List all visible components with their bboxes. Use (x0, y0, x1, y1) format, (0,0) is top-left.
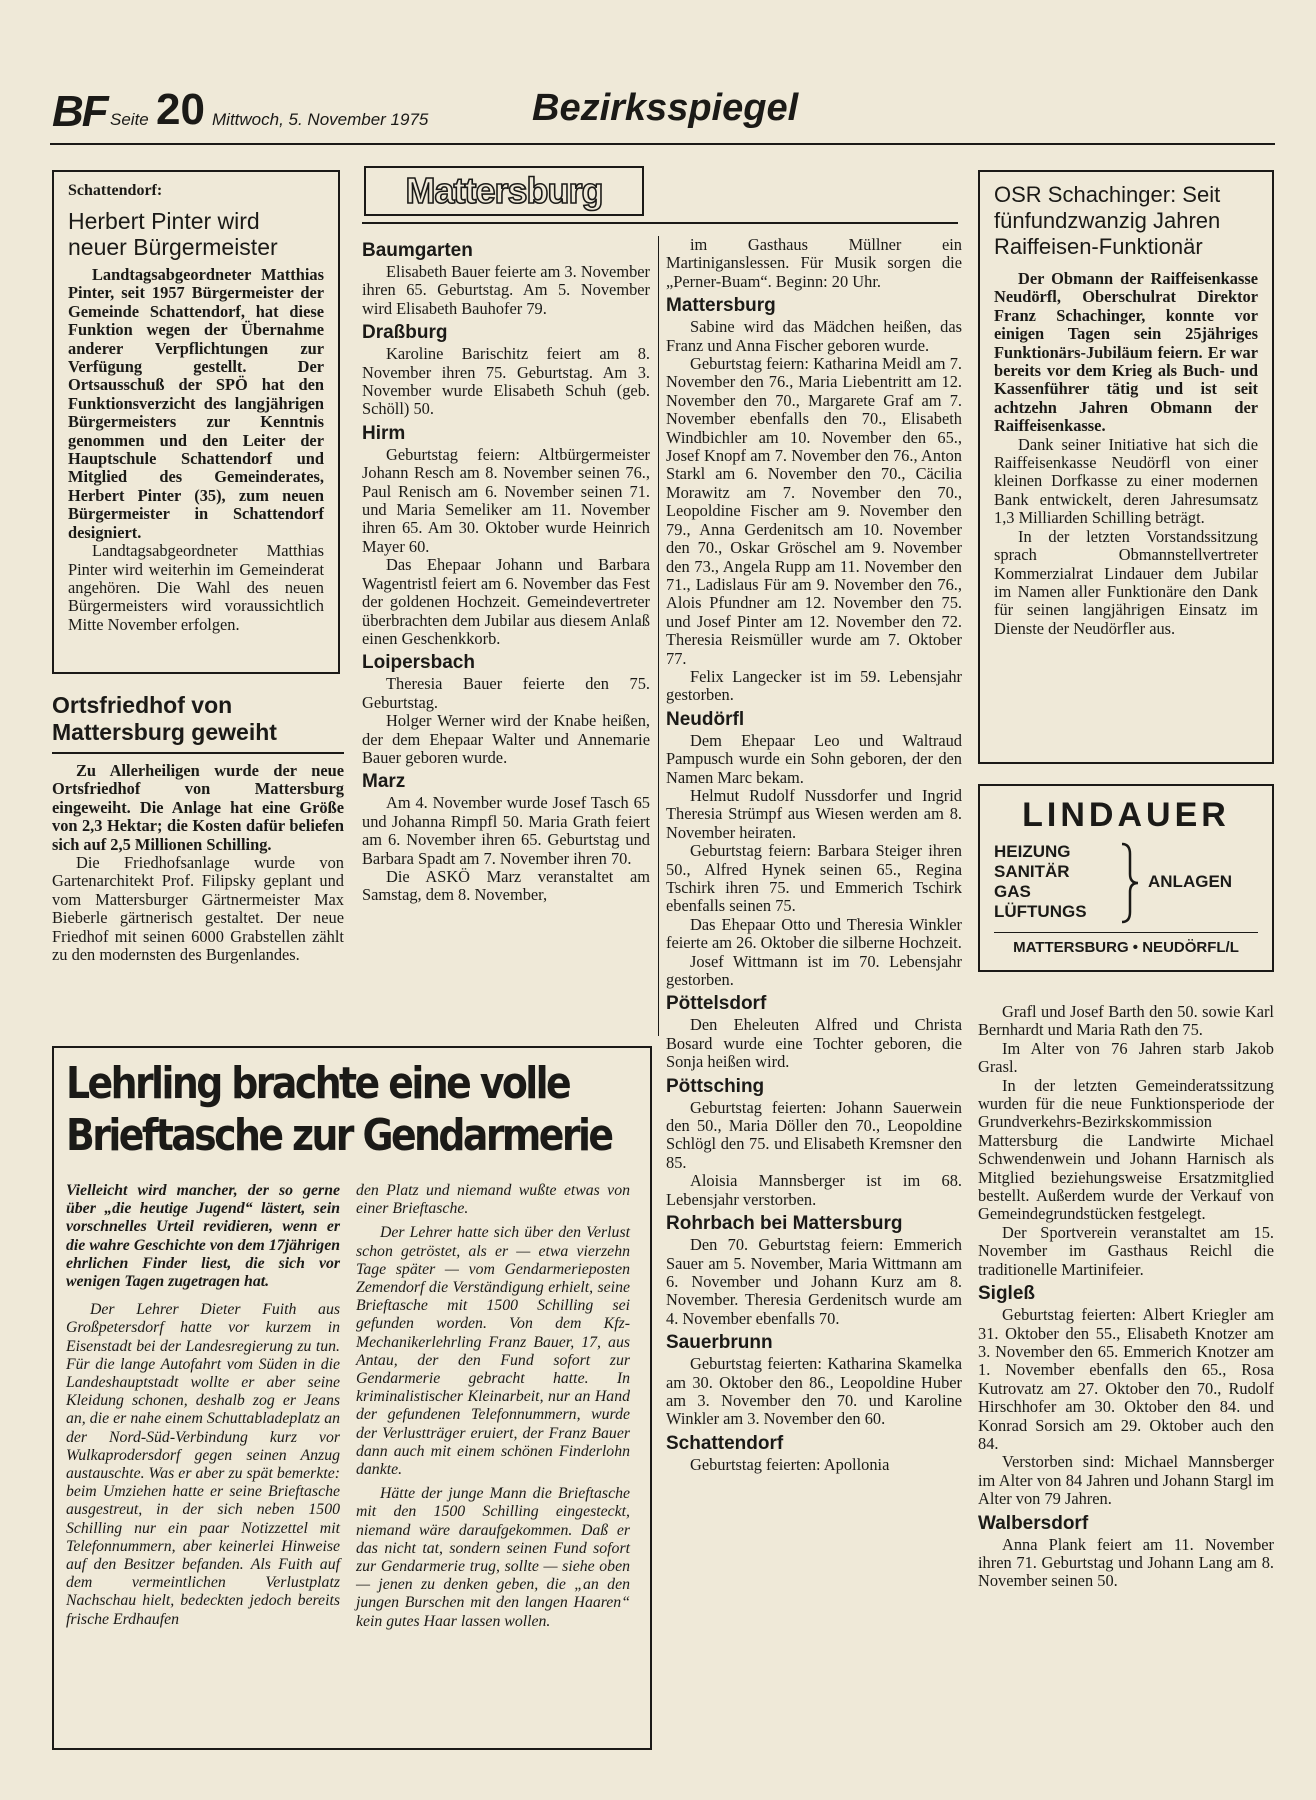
mattersburg-column-2 (666, 236, 962, 1474)
mattersburg-column-1 (362, 236, 650, 905)
town-news-paragraph: In der letzten Gemeinderatssitzung wurden für die neue Funktionsperiode der Grundverkehrs-Bezirkskommission Mattersburg die Landwirte Michael Schwendenwein und Johann Harnisch als Mitglied beziehungsweise Ersatzmitglied bestellt. Außerdem wurde der Verkauf von Gemeindegrundstücken festgelegt. (978, 1075, 1274, 1224)
mattersburg-column-3 (978, 1003, 1274, 1591)
town-news-paragraph: Geburtstag feiern: Barbara Steiger ihren 50., Alfred Hynek seinen 65., Regina Tschirk ihren 75. und Emmerich Tschirk ebenfalls seinen 75. (666, 841, 962, 916)
ad-suffix: ANLAGEN (1148, 872, 1233, 891)
town-news-paragraph: Den Eheleuten Alfred und Christa Bosard wurde eine Tochter geboren, die Sonja heißen wird. (666, 1015, 962, 1072)
friedhof-lead: Zu Allerheiligen wurde der neue Ortsfriedhof von Mattersburg eingeweiht. Die Anlage hat eine Größe von 2,3 Hektar; die Kosten dafür beliefen sich auf 2,5 Millionen Schilling. (52, 761, 344, 854)
town-news-paragraph: im Gasthaus Müllner ein Martiniganslessen. Für Musik sorgen die „Perner-Buam“. Beginn: 20 Uhr. (666, 235, 962, 291)
pinter-lead: Landtagsabgeordneter Matthias Pinter, seit 1957 Bürgermeister der Gemeinde Schattendorf, hat diese Funktion wegen der Übernahme anderer Verpflichtungen zur Verfügung gestellt. Der Ortsausschuß der SPÖ hat den Funktionsverzicht des langjährigen Bürgermeisters zur Kenntnis genommen und den Leiter der Hauptschule Schattendorf und Mitglied des Gemeinderates, Herbert Pinter (35), zum neuen Bürgermeister in Schattendorf designiert. (68, 265, 324, 542)
ad-divider (994, 932, 1258, 933)
lehrling-para-1: Der Lehrer Dieter Fuith aus Großpetersdorf hatte vor kurzem in Eisenstadt bei der Landesregierung zu tun. Für die lange Autofahrt vom Süden in die Landeshauptstadt wollte er aber seine Kleidung schonen, deshalb zog er Jeans an, die er nahe einem Schuttabladeplatz an der Nord-Süd-Verbindung kurz vor Wulkaprodersdorf gegen seinen Anzug austauschte. Was er aber zu spät bemerkte: beim Umziehen hatte er seine Brieftasche ausgestreut, in der sich neben 1500 Schilling nur ein paar Notizzettel mit Telefonnummern, aber keinerlei Hinweise auf den Besitzer befanden. Als Fuith auf dem vermeintlichen Verlustplatz Nachschau hielt, bedeckten jedoch bereits frische Erdhaufen (66, 1301, 340, 1628)
page-label: Seite (110, 110, 149, 129)
town-heading: Baumgarten (362, 240, 473, 261)
town-news-paragraph: Aloisia Mannsberger ist im 68. Lebensjahr verstorben. (666, 1171, 962, 1209)
schachinger-article (978, 170, 1274, 764)
town-heading: Sigleß (978, 1283, 1036, 1305)
pinter-kicker: Schattendorf: (68, 182, 163, 199)
lehrling-para-3: Der Lehrer hatte sich über den Verlust schon getröstet, als er — etwa vierzehn Tage später — vom Gendarmerieposten Zemendorf die Verständigung erhielt, seine Brieftasche mit 1500 Schilling sei gefunden worden. Von dem Kfz-Mechanikerlehrling Franz Bauer, 17, aus Antau, der den Fund sofort zur Gendarmerie gebracht hatte. In kriminalistischer Kleinarbeit, nur an Hand der gefundenen Telefonnummern, wurde der Verlustträger eruiert, der Franz Bauer dann auch mit einem schönen Finderlohn dankte. (356, 1224, 630, 1479)
town-news-paragraph: Das Ehepaar Otto und Theresia Winkler feierte am 26. Oktober die silberne Hochzeit. (666, 914, 962, 953)
town-heading: Rohrbach bei Mattersburg (666, 1213, 903, 1235)
lehrling-intro: Vielleicht wird mancher, der so gerne über „die heutige Jugend“ lästert, sein vorschnelles Urteil revidieren, wenn er die wahre Geschichte von dem 17jährigen ehrlichen Finder liest, die sich vor wenigen Tagen zugetragen hat. (66, 1182, 340, 1291)
town-heading: Neudörfl (666, 708, 745, 730)
column-divider (658, 236, 659, 1036)
town-heading: Draßburg (362, 322, 448, 344)
town-news-paragraph: Den 70. Geburtstag feiern: Emmerich Sauer am 5. November, Maria Wittmann am 6. November und Johann Kurz am 8. November. Theresia Gerdenitsch wurde am 4. November ebenfalls 70. (666, 1235, 962, 1328)
town-news-paragraph: Theresia Bauer feierte den 75. Geburtstag. (362, 674, 650, 712)
town-news-paragraph: Felix Langecker ist im 59. Lebensjahr gestorben. (666, 666, 962, 705)
lindauer-ad (978, 784, 1274, 972)
town-heading: Loipersbach (362, 652, 475, 674)
town-news-paragraph: Die ASKÖ Marz veranstaltet am Samstag, dem 8. November, (362, 866, 650, 905)
page-number: 20 (156, 85, 205, 134)
town-news-paragraph: Geburtstag feierten: Johann Sauerwein den 50., Maria Döller den 70., Leopoldine Schlögl den 75. und Elisabeth Kremsner den 85. (666, 1097, 962, 1172)
lehrling-headline-1: Lehrling brachte eine volle (66, 1058, 570, 1109)
town-news-paragraph: Grafl und Josef Barth den 50. sowie Karl Bernhardt und Maria Rath den 75. (978, 1002, 1274, 1040)
town-news-paragraph: Geburtstag feiern: Katharina Meidl am 7. November den 76., Maria Liebentritt am 12. November den 70., Margarete Graf am 7. November ebenfalls den 70., Elisabeth Windbichler am 10. November den 65., Josef Knopf am 7. November den 76., Anton Starkl am 6. November den 70., Cäcilia Morawitz am 7. November den 70., Leopoldine Fischer am 9. November den 79., Anna Gerdenitsch am 10. November den 70., Oskar Gröschel am 9. November den 73., Angela Rupp am 11. November den 71., Ladislaus Für am 9. November den 76., Alois Pfundner am 12. November den 75. und Josef Pinter am 12. November den 72. Theresia Reismüller wurde am 7. Oktober 77. (666, 354, 962, 668)
town-heading: Pöttsching (666, 1075, 765, 1097)
ad-item-heizung: HEIZUNG (994, 842, 1071, 861)
friedhof-body: Die Friedhofsanlage wurde von Gartenarchitekt Prof. Filipsky geplant und vom Mattersburger Gärtnermeister Max Bieberle gärtnerisch gestaltet. Der neue Friedhof mit seinen 6000 Grabstellen zählt zu den modernsten des Burgenlandes. (52, 853, 344, 965)
pinter-headline: Herbert Pinter wird neuer Bürgermeister (68, 208, 278, 260)
town-news-paragraph: Geburtstag feiern: Altbürgermeister Johann Resch am 8. November seinen 76., Paul Renisch am 6. November seinen 71. und Maria Semeliker am 11. November ihren 65. Am 30. Oktober wurde Heinrich Mayer 60. (362, 444, 650, 556)
friedhof-rule (52, 752, 344, 754)
town-news-paragraph: Josef Wittmann ist im 70. Lebensjahr gestorben. (666, 951, 962, 990)
schachinger-headline: OSR Schachinger: Seit fünfundzwanzig Jahren Raiffeisen-Funktionär (994, 182, 1221, 259)
lehrling-para-4: Hätte der junge Mann die Brieftasche mit den 1500 Schilling eingesteckt, niemand wäre daraufgekommen. Daß er das nicht tat, sondern seinen Fund sofort zur Gendarmerie trug, sollte — siehe oben — jenen zu denken geben, die „an den jungen Burschen mit den langen Haaren“ kein gutes Haar lassen wollen. (356, 1485, 630, 1630)
lehrling-para-2: den Platz und niemand wußte etwas von einer Brieftasche. (356, 1182, 630, 1218)
town-heading: Sauerbrunn (666, 1332, 773, 1354)
paper-code: BF (52, 87, 107, 136)
town-heading: Marz (362, 771, 406, 793)
town-news-paragraph: Geburtstag feierten: Apollonia (690, 1454, 890, 1474)
town-news-paragraph: Helmut Rudolf Nussdorfer und Ingrid Theresia Strümpf aus Wiesen werden am 8. November heiraten. (666, 785, 962, 842)
town-news-paragraph: Sabine wird das Mädchen heißen, das Franz und Anna Fischer geboren wurde. (666, 317, 962, 355)
town-news-paragraph: Anna Plank feiert am 11. November ihren 71. Geburtstag und Johann Lang am 8. November seinen 50. (978, 1534, 1274, 1591)
town-news-paragraph: Dem Ehepaar Leo und Waltraud Pampusch wurde ein Sohn geboren, der den Namen Marc bekam. (666, 730, 962, 787)
town-news-paragraph: Holger Werner wird der Knabe heißen, der dem Ehepaar Walter und Annemarie Bauer geboren wurde. (362, 711, 650, 767)
ad-brand: LINDAUER (1022, 796, 1230, 834)
ad-item-gas: GAS (994, 882, 1031, 901)
masthead-rule (50, 143, 1275, 145)
mattersburg-logo (364, 166, 644, 216)
schachinger-lead: Der Obmann der Raiffeisenkasse Neudörfl, Oberschulrat Direktor Franz Schachinger, konnte vor einigen Tagen sein 25jähriges Funktionärs-Jubiläum feiern. Er war bereits vor dem Krieg als Buch- und Kassenführer tätig und ist seit achtzehn Jahren Obmann der Raiffeisenkasse. (994, 269, 1258, 436)
town-heading: Schattendorf (666, 1432, 784, 1454)
lehrling-column-2 (356, 1182, 630, 1631)
ad-brace-icon (1118, 842, 1140, 924)
town-news-paragraph: Geburtstag feierten: Albert Kriegler am 31. Oktober den 55., Elisabeth Knotzer am 3. November den 65. Emmerich Knotzer am 1. November ebenfalls den 65., Rosa Kutrovatz am 27. Oktober den 70., Rudolf Hirschhofer am 30. Oktober den 84. und Konrad Sorsich am 29. Oktober auch den 84. (978, 1305, 1274, 1453)
lehrling-column-1 (66, 1182, 340, 1629)
friedhof-headline: Ortsfriedhof von Mattersburg geweiht (52, 692, 277, 745)
town-news-paragraph: Elisabeth Bauer feierte am 3. November ihren 65. Geburtstag. Am 5. November wird Elisabeth Bauhofer 79. (362, 262, 650, 318)
town-news-paragraph: Im Alter von 76 Jahren starb Jakob Grasl. (978, 1038, 1274, 1077)
issue-date: Mittwoch, 5. November 1975 (212, 110, 429, 129)
pinter-article (52, 170, 340, 674)
masthead (52, 84, 1274, 142)
town-heading: Pöttelsdorf (666, 993, 767, 1015)
ad-locations: MATTERSBURG • NEUDÖRFL/L (1013, 939, 1239, 956)
mattersburg-logo-text: Mattersburg (405, 170, 603, 211)
mattersburg-rule (362, 222, 958, 224)
town-news-paragraph: Geburtstag feierten: Katharina Skamelka am 30. Oktober den 86., Leopoldine Huber am 3. November den 70. und Karoline Winkler am 3. November den 60. (666, 1354, 962, 1429)
pinter-body: Landtagsabgeordneter Matthias Pinter wird weiterhin im Gemeinderat angehören. Die Wahl des neuen Bürgermeisters wird voraussichtlich Mitte November erfolgen. (68, 541, 324, 634)
ad-item-lueftungs: LÜFTUNGS (994, 902, 1087, 921)
town-news-paragraph: Verstorben sind: Michael Mannsberger im Alter von 84 Jahren und Johann Stargl im Alter von 79 Jahren. (978, 1452, 1274, 1509)
schachinger-para-2: In der letzten Vorstandssitzung sprach Obmannstellvertreter Kommerzialrat Lindauer dem Jubilar im Namen aller Funktionäre den Dank für seinen langjährigen Einsatz im Dienste der Neudörfler aus. (994, 526, 1258, 638)
town-heading: Mattersburg (666, 295, 776, 317)
town-news-paragraph: Am 4. November wurde Josef Tasch 65 und Johanna Rimpfl 50. Maria Grath feiert am 6. November ihren 65. Geburtstag und Barbara Spadt am 7. November ihren 70. (362, 793, 650, 868)
town-news-paragraph: Der Sportverein veranstaltet am 15. November im Gasthaus Reichl die traditionelle Martinifeier. (978, 1222, 1274, 1279)
town-heading: Walbersdorf (978, 1512, 1089, 1534)
ad-item-sanitaer: SANITÄR (994, 862, 1070, 881)
section-title: Bezirksspiegel (532, 87, 799, 129)
friedhof-article (52, 692, 344, 964)
town-heading: Hirm (362, 422, 406, 444)
town-news-paragraph: Das Ehepaar Johann und Barbara Wagentristl feiert am 6. November das Fest der goldenen Hochzeit. Gemeindevertreter überbrachten dem Jubilar aus diesem Anlaß einen Geschenkkorb. (362, 555, 650, 648)
lehrling-headline-2: Brieftasche zur Gendarmerie (66, 1110, 612, 1161)
schachinger-para-1: Dank seiner Initiative hat sich die Raiffeisenkasse Neudörfl von einer kleinen Dorfkasse zu einer modernen Bank entwickelt, deren Jahresumsatz 1,3 Milliarden Schilling beträgt. (994, 434, 1258, 528)
lehrling-article (52, 1046, 652, 1750)
town-news-paragraph: Karoline Barischitz feiert am 8. November ihren 75. Geburtstag. Am 3. November wurde Elisabeth Schuh (geb. Schöll) 50. (362, 344, 650, 419)
